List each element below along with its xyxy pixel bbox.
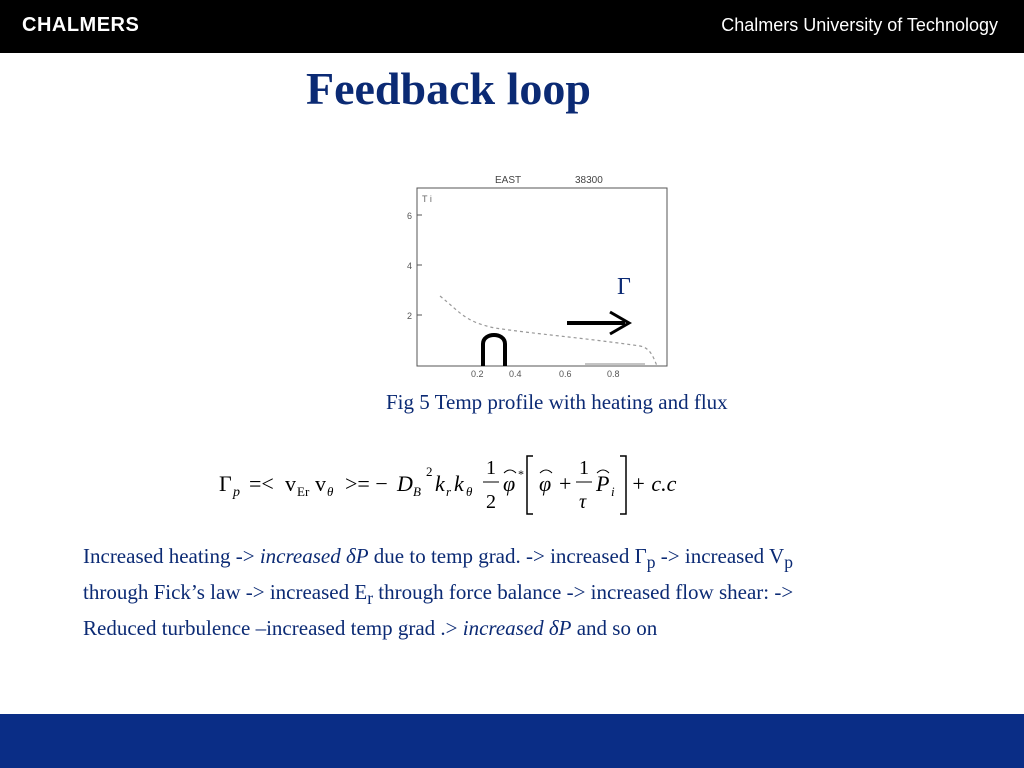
x-tick-label: 0.4 xyxy=(509,369,522,379)
formula-half-num: 1 xyxy=(486,457,496,479)
formula-d-sub: B xyxy=(413,484,421,499)
footer-bar xyxy=(0,714,1024,768)
formula-star: * xyxy=(518,467,524,481)
explanation-line-3: Reduced turbulence –increased temp grad .> increased δP and so on xyxy=(83,616,658,641)
formula-v-er: v xyxy=(285,471,296,496)
formula-k-theta: k xyxy=(454,471,464,496)
formula-half-den: 2 xyxy=(486,491,496,513)
plot-label-shot: 38300 xyxy=(575,175,603,186)
formula-p: P xyxy=(596,471,610,496)
formula-eq2: >= − xyxy=(345,471,388,496)
y-tick-label: 6 xyxy=(407,211,413,221)
y-tick-label: 4 xyxy=(407,261,413,271)
explanation-text xyxy=(83,541,983,643)
formula-k-theta-sub: θ xyxy=(466,484,473,499)
plot-label-ti: T i xyxy=(422,194,432,204)
formula-v-theta: v xyxy=(315,471,326,496)
formula-tau-num: 1 xyxy=(579,457,589,479)
explanation-line-2: through Fick’s law -> increased $E_r$ through force balance -> increased flow shear: -> xyxy=(83,580,794,609)
formula-bracket-right xyxy=(620,456,626,514)
x-tick-label: 0.6 xyxy=(559,369,572,379)
y-tick-label: 2 xyxy=(407,311,413,321)
slide-title: Feedback loop xyxy=(306,63,591,114)
formula-v-er-sub: Er xyxy=(297,484,310,499)
explanation-line-1: Increased heating -> increased δP due to temp grad. -> increased $\Gamma_p$ -> increased $V_p$ xyxy=(83,544,793,573)
temperature-curve xyxy=(440,296,657,366)
heating-profile-shape xyxy=(483,335,505,366)
flux-symbol: Γ xyxy=(617,274,631,300)
formula-k-r: k xyxy=(435,471,445,496)
x-tick-label: 0.2 xyxy=(471,369,484,379)
formula-bracket-left xyxy=(527,456,533,514)
formula-v-theta-sub: θ xyxy=(327,484,334,499)
flux-formula xyxy=(215,448,695,520)
formula-gamma: Γ xyxy=(219,471,232,496)
temperature-profile-figure xyxy=(405,172,675,382)
formula-tau-den: τ xyxy=(579,491,587,513)
formula-k-r-sub: r xyxy=(446,484,452,499)
formula-d: D xyxy=(397,471,413,496)
formula-eq1: =< xyxy=(249,471,274,496)
formula-d-sup: 2 xyxy=(426,464,433,479)
figure-caption: Fig 5 Temp profile with heating and flux xyxy=(386,390,728,414)
chalmers-logo: CHALMERS xyxy=(22,14,140,36)
formula-phi-2: φ xyxy=(539,471,552,496)
university-name: Chalmers University of Technology xyxy=(721,15,998,35)
formula-p-sub: i xyxy=(611,484,615,499)
formula-plus: + xyxy=(559,471,572,496)
formula-phi: φ xyxy=(503,471,516,496)
formula-cc: + c.c xyxy=(631,471,677,496)
header-bar xyxy=(0,0,1024,53)
plot-label-east: EAST xyxy=(495,175,522,186)
x-tick-label: 0.8 xyxy=(607,369,620,379)
formula-gamma-sub: p xyxy=(233,485,240,500)
